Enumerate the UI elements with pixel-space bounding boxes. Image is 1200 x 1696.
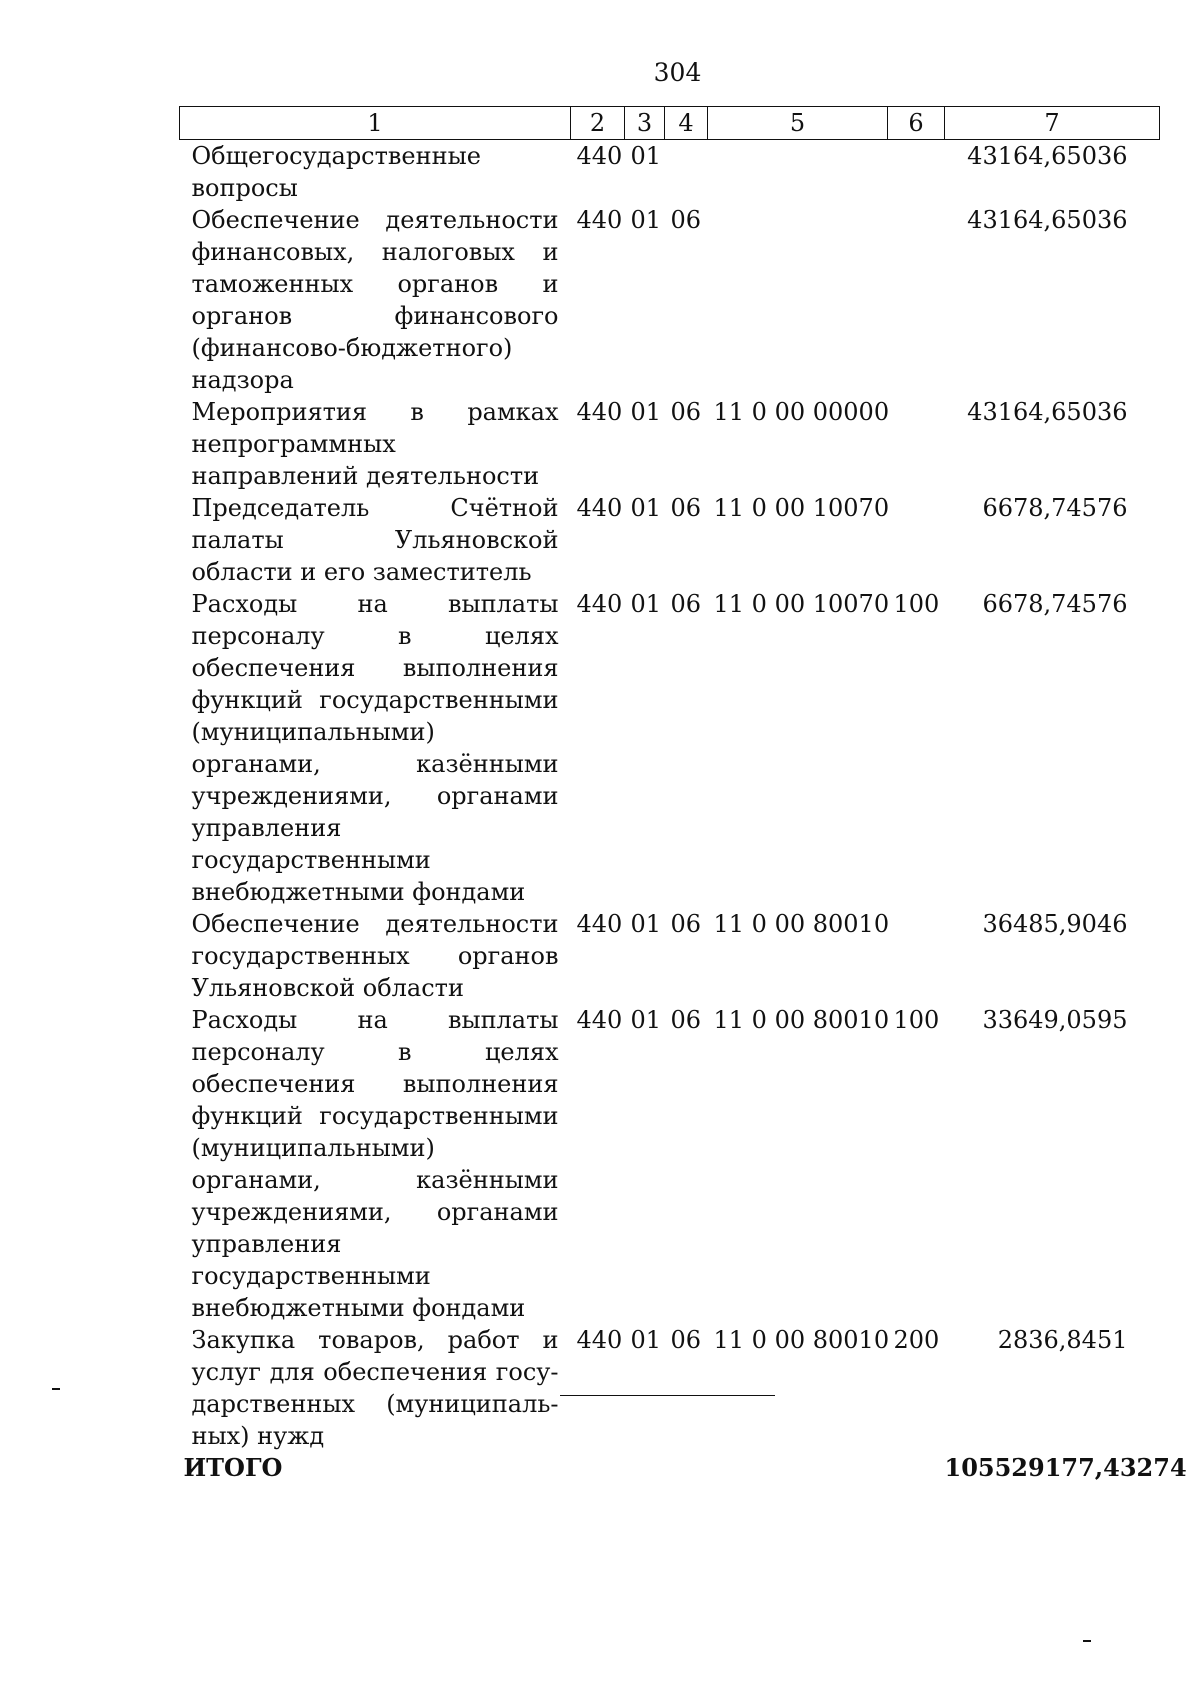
column-header: 2: [571, 107, 625, 140]
page-number: 304: [653, 58, 702, 87]
admin-code: 440: [576, 398, 623, 426]
admin-code: 440: [576, 206, 623, 234]
section-code: 01: [630, 398, 662, 426]
section-code: 01: [630, 1326, 662, 1354]
expense-type-code: [888, 396, 945, 492]
section-code: 01: [630, 142, 662, 170]
target-item-code: 11 0 00 00000: [713, 398, 890, 426]
subsection-code: [665, 140, 708, 205]
column-header: 6: [888, 107, 945, 140]
table-row: [180, 396, 1160, 492]
table-row: [180, 204, 1160, 396]
admin-code: 440: [576, 590, 623, 618]
item-name: Обеспечение деятельности государственных органов Ульяновской области: [191, 910, 559, 1002]
amount: 6678,74576: [982, 590, 1128, 618]
section-code: 01: [630, 1006, 662, 1034]
table-row: [180, 908, 1160, 1004]
admin-code: 440: [576, 494, 623, 522]
target-item-code: 11 0 00 80010: [713, 1326, 890, 1354]
column-header: 3: [625, 107, 665, 140]
item-name: Обеспечение деятельности финансовых, налоговых и таможенных органов и органов финансового (финансово-бюджетного) надзора: [191, 206, 559, 394]
table-header-row: [180, 107, 1160, 140]
amount: 6678,74576: [982, 494, 1128, 522]
subsection-code: 06: [670, 206, 702, 234]
column-header: 5: [708, 107, 888, 140]
table-row: [180, 492, 1160, 588]
amount: 43164,65036: [967, 398, 1128, 426]
expense-type-code: 100: [893, 1006, 940, 1034]
subsection-code: 06: [670, 494, 702, 522]
subsection-code: 06: [670, 1006, 702, 1034]
target-item-code: 11 0 00 80010: [713, 1006, 890, 1034]
total-amount: 105529177,43274: [944, 1453, 1187, 1482]
end-rule: [560, 1395, 775, 1396]
column-header: 1: [180, 107, 571, 140]
section-code: 01: [630, 494, 662, 522]
section-code: 01: [630, 206, 662, 234]
admin-code: 440: [576, 910, 623, 938]
target-item-code: [708, 140, 888, 205]
amount: 43164,65036: [967, 142, 1128, 170]
item-name: Расходы на выплаты персоналу в целях обеспечения выполнения функций государственными (муниципальными) органами, казёнными учреждениями, органами управления государственными внебюджетными фондами: [191, 1006, 559, 1322]
subsection-code: 06: [670, 398, 702, 426]
target-item-code: 11 0 00 10070: [713, 494, 890, 522]
admin-code: 440: [576, 1326, 623, 1354]
section-code: 01: [630, 910, 662, 938]
budget-table: [179, 106, 1187, 1484]
subsection-code: 06: [670, 1326, 702, 1354]
target-item-code: 11 0 00 10070: [713, 590, 890, 618]
column-header: 7: [945, 107, 1160, 140]
total-row: [180, 1452, 1160, 1484]
subsection-code: 06: [670, 910, 702, 938]
expense-type-code: [888, 492, 945, 588]
item-name: Общегосударственные вопросы: [191, 142, 481, 202]
expense-type-code: [888, 140, 945, 205]
scan-speck: [1083, 1640, 1091, 1642]
column-header: 4: [665, 107, 708, 140]
amount: 43164,65036: [967, 206, 1128, 234]
item-name: Мероприятия в рамках непрограммных направлений деятельности: [191, 398, 559, 490]
expense-type-code: 200: [893, 1326, 940, 1354]
target-item-code: 11 0 00 80010: [713, 910, 890, 938]
scan-speck: [52, 1388, 60, 1390]
target-item-code: [708, 204, 888, 396]
section-code: 01: [630, 590, 662, 618]
table-row: [180, 1324, 1160, 1452]
amount: 33649,0595: [982, 1006, 1128, 1034]
item-name: Закупка товаров, работ и услуг для обеспечения государственных (муниципальных) нужд: [191, 1326, 559, 1450]
total-label: ИТОГО: [183, 1453, 283, 1482]
amount: 36485,9046: [982, 910, 1128, 938]
expense-type-code: [888, 204, 945, 396]
admin-code: 440: [576, 1006, 623, 1034]
admin-code: 440: [576, 142, 623, 170]
expense-type-code: 100: [893, 590, 940, 618]
item-name: Председатель Счётной палаты Ульяновской области и его заместитель: [191, 494, 559, 586]
subsection-code: 06: [670, 590, 702, 618]
table-row: [180, 1004, 1160, 1324]
table-row: [180, 588, 1160, 908]
item-name: Расходы на выплаты персоналу в целях обеспечения выполнения функций государственными (муниципальными) органами, казёнными учреждениями, органами управления государственными внебюджетными фондами: [191, 590, 559, 906]
table-row: [180, 140, 1160, 205]
amount: 2836,8451: [997, 1326, 1128, 1354]
expense-type-code: [888, 908, 945, 1004]
